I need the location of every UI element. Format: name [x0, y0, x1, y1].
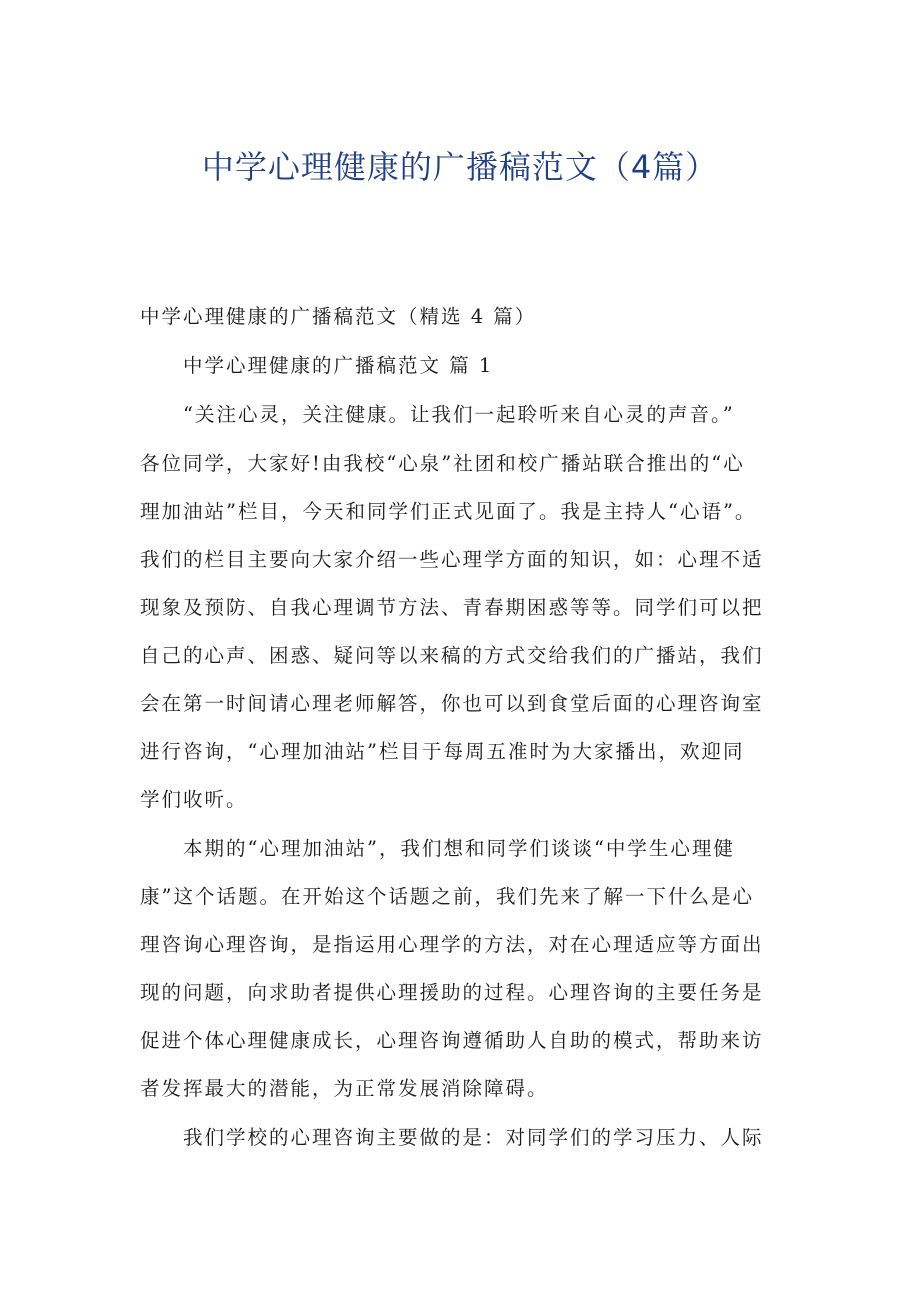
paragraph-line: 我们学校的心理咨询主要做的是：对同学们的学习压力、人际 — [183, 1126, 764, 1149]
paragraph-line: 各位同学，大家好!由我校“心泉”社团和校广播站联合推出的“心 — [140, 452, 745, 475]
paragraph-line: 自己的心声、困惑、疑问等以来稿的方式交给我们的广播站，我们 — [140, 644, 764, 667]
document-title: 中学心理健康的广播稿范文（4篇） — [201, 148, 719, 186]
paragraph-line: 我们的栏目主要向大家介绍一些心理学方面的知识，如：心理不适 — [140, 548, 764, 571]
paragraph-line: 进行咨询，“心理加油站”栏目于每周五准时为大家播出，欢迎同 — [140, 740, 745, 763]
paragraph-line: “关注心灵，关注健康。让我们一起聆听来自心灵的声音。” — [183, 403, 735, 426]
paragraph-line: 促进个体心理健康成长，心理咨询遵循助人自助的模式，帮助来访 — [140, 1029, 764, 1052]
paragraph-line: 现象及预防、自我心理调节方法、青春期困惑等等。同学们可以把 — [140, 596, 764, 619]
section-heading: 中学心理健康的广播稿范文 篇 1 — [183, 354, 494, 377]
paragraph-line: 者发挥最大的潜能，为正常发展消除障碍。 — [140, 1077, 549, 1100]
paragraph-line: 现的问题，向求助者提供心理援助的过程。心理咨询的主要任务是 — [140, 981, 764, 1004]
paragraph-line: 康”这个话题。在开始这个话题之前，我们先来了解一下什么是心 — [140, 885, 754, 908]
paragraph-line: 理咨询心理咨询，是指运用心理学的方法，对在心理适应等方面出 — [140, 933, 764, 956]
paragraph-line: 学们收听。 — [140, 788, 248, 811]
document-subtitle: 中学心理健康的广播稿范文（精选 4 篇） — [140, 305, 537, 328]
paragraph-line: 理加油站”栏目，今天和同学们正式见面了。我是主持人“心语”。 — [140, 500, 757, 523]
paragraph-line: 本期的“心理加油站”，我们想和同学们谈谈“中学生心理健 — [183, 837, 735, 860]
paragraph-line: 会在第一时间请心理老师解答，你也可以到食堂后面的心理咨询室 — [140, 692, 764, 715]
